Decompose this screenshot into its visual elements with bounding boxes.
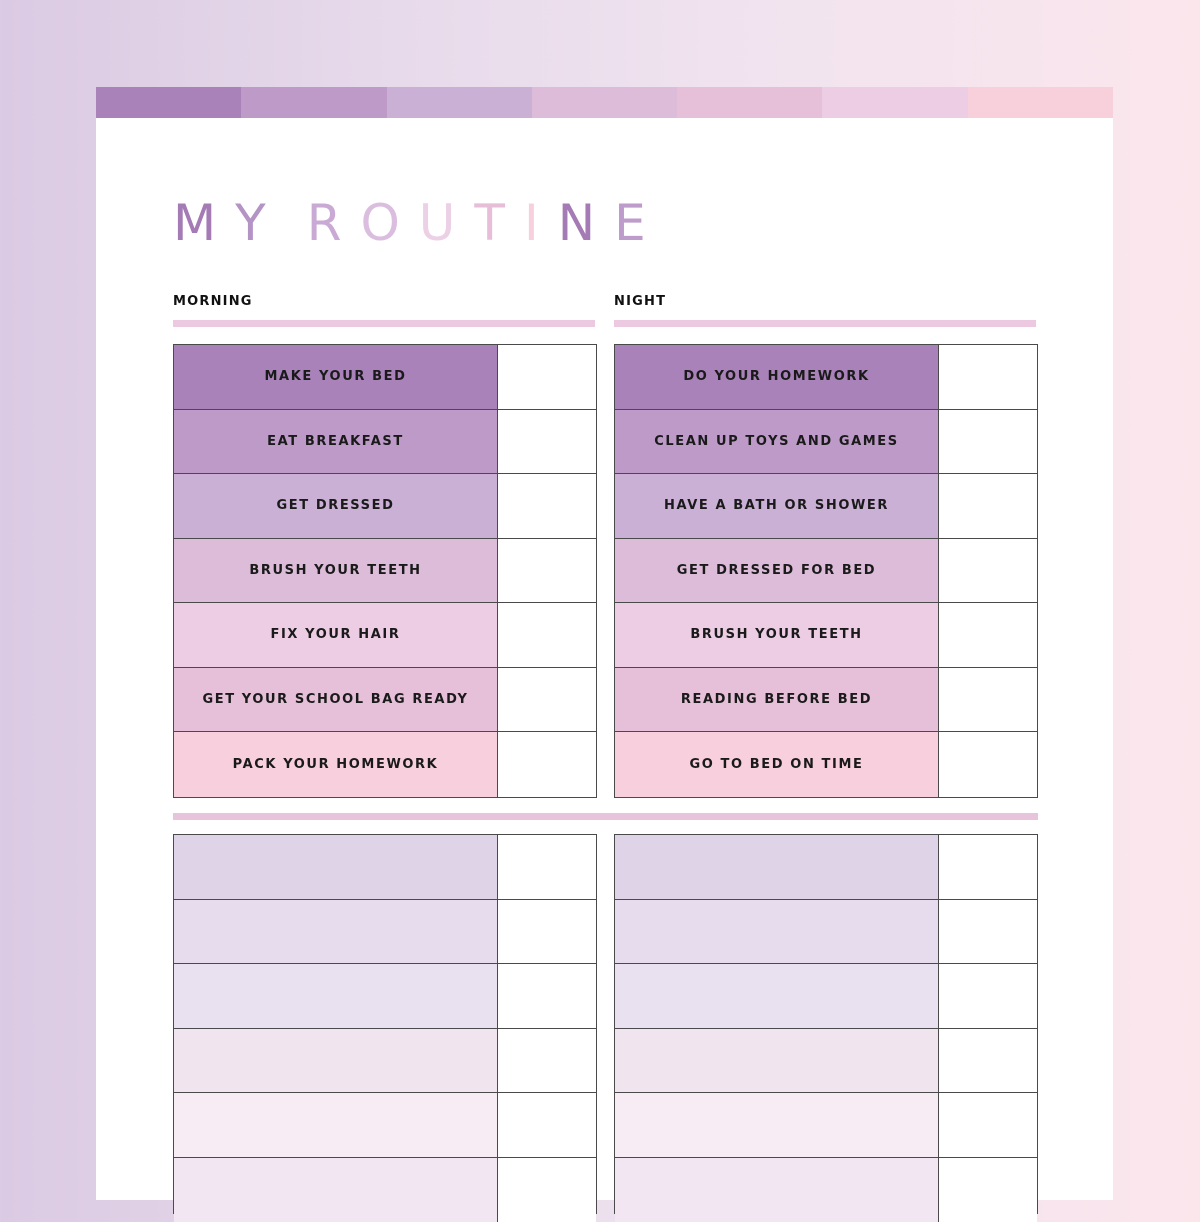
checkbox-cell[interactable]	[498, 1158, 596, 1222]
stripe-segment	[822, 87, 967, 118]
checkbox-cell[interactable]	[498, 539, 596, 603]
task-label: HAVE A BATH OR SHOWER	[615, 474, 939, 538]
task-label: PACK YOUR HOMEWORK	[174, 732, 498, 797]
morning-label: MORNING	[173, 294, 253, 309]
checkbox-cell[interactable]	[939, 603, 1037, 667]
table-row	[174, 539, 596, 604]
task-label: BRUSH YOUR TEETH	[174, 539, 498, 603]
task-label: GET DRESSED FOR BED	[615, 539, 939, 603]
blank-task-field[interactable]	[174, 964, 498, 1028]
table-row	[174, 345, 596, 410]
task-label: EAT BREAKFAST	[174, 410, 498, 474]
title-letter: R	[307, 195, 361, 251]
checkbox-cell[interactable]	[498, 410, 596, 474]
stripe-segment	[387, 87, 532, 118]
table-row	[615, 732, 1037, 797]
checkbox-cell[interactable]	[498, 668, 596, 732]
table-row	[174, 474, 596, 539]
checkbox-cell[interactable]	[498, 1093, 596, 1157]
task-label: GO TO BED ON TIME	[615, 732, 939, 797]
checkbox-cell[interactable]	[939, 900, 1037, 964]
table-row	[174, 603, 596, 668]
checkbox-cell[interactable]	[498, 835, 596, 899]
title-letter: O	[360, 195, 418, 251]
blank-task-field[interactable]	[174, 1029, 498, 1093]
checkbox-cell[interactable]	[939, 1158, 1037, 1222]
night-checklist	[614, 344, 1038, 798]
checkbox-cell[interactable]	[498, 964, 596, 1028]
blank-task-field[interactable]	[615, 1029, 939, 1093]
table-row	[615, 1158, 1037, 1222]
table-row	[174, 835, 596, 900]
blank-task-field[interactable]	[615, 964, 939, 1028]
task-label: READING BEFORE BED	[615, 668, 939, 732]
blank-task-field[interactable]	[174, 1158, 498, 1222]
task-label: GET DRESSED	[174, 474, 498, 538]
title-letter: U	[419, 195, 475, 251]
blank-task-field[interactable]	[615, 1158, 939, 1222]
night-divider	[614, 320, 1036, 327]
checkbox-cell[interactable]	[498, 474, 596, 538]
table-row	[615, 835, 1037, 900]
task-label: CLEAN UP TOYS AND GAMES	[615, 410, 939, 474]
checkbox-cell[interactable]	[498, 732, 596, 797]
title-letter: M	[173, 195, 235, 251]
title-letter: I	[524, 195, 558, 251]
table-row	[615, 668, 1037, 733]
checkbox-cell[interactable]	[939, 835, 1037, 899]
morning-checklist	[173, 344, 597, 798]
page-title	[173, 195, 665, 251]
table-row	[615, 1093, 1037, 1158]
blank-checklist-right	[614, 834, 1038, 1214]
blank-task-field[interactable]	[615, 1093, 939, 1157]
table-row	[615, 603, 1037, 668]
title-letter: N	[558, 195, 614, 251]
checkbox-cell[interactable]	[498, 1029, 596, 1093]
table-row	[174, 1093, 596, 1158]
blank-task-field[interactable]	[174, 1093, 498, 1157]
task-label: DO YOUR HOMEWORK	[615, 345, 939, 409]
table-row	[174, 668, 596, 733]
routine-sheet	[96, 87, 1113, 1200]
table-row	[174, 1158, 596, 1222]
checkbox-cell[interactable]	[498, 900, 596, 964]
title-letter: T	[474, 195, 524, 251]
table-row	[174, 732, 596, 797]
checkbox-cell[interactable]	[498, 345, 596, 409]
table-row	[174, 964, 596, 1029]
table-row	[615, 900, 1037, 965]
color-stripe-header	[96, 87, 1113, 118]
stripe-segment	[241, 87, 386, 118]
checkbox-cell[interactable]	[498, 603, 596, 667]
checkbox-cell[interactable]	[939, 474, 1037, 538]
blank-task-field[interactable]	[615, 900, 939, 964]
checkbox-cell[interactable]	[939, 345, 1037, 409]
blank-checklist-left	[173, 834, 597, 1214]
table-row	[615, 474, 1037, 539]
checkbox-cell[interactable]	[939, 539, 1037, 603]
task-label: MAKE YOUR BED	[174, 345, 498, 409]
blank-task-field[interactable]	[174, 900, 498, 964]
table-row	[615, 410, 1037, 475]
title-letter: E	[614, 195, 665, 251]
night-label: NIGHT	[614, 294, 666, 309]
blank-task-field[interactable]	[174, 835, 498, 899]
stripe-segment	[677, 87, 822, 118]
stripe-segment	[968, 87, 1113, 118]
table-row	[174, 410, 596, 475]
title-letter: Y	[235, 195, 285, 251]
checkbox-cell[interactable]	[939, 1093, 1037, 1157]
stripe-segment	[532, 87, 677, 118]
checkbox-cell[interactable]	[939, 964, 1037, 1028]
table-row	[615, 964, 1037, 1029]
task-label: FIX YOUR HAIR	[174, 603, 498, 667]
table-row	[615, 345, 1037, 410]
checkbox-cell[interactable]	[939, 410, 1037, 474]
checkbox-cell[interactable]	[939, 732, 1037, 797]
table-row	[174, 900, 596, 965]
checkbox-cell[interactable]	[939, 668, 1037, 732]
table-row	[174, 1029, 596, 1094]
task-label: GET YOUR SCHOOL BAG READY	[174, 668, 498, 732]
blank-task-field[interactable]	[615, 835, 939, 899]
morning-divider	[173, 320, 595, 327]
stripe-segment	[96, 87, 241, 118]
table-row	[615, 539, 1037, 604]
task-label: BRUSH YOUR TEETH	[615, 603, 939, 667]
checkbox-cell[interactable]	[939, 1029, 1037, 1093]
table-row	[615, 1029, 1037, 1094]
section-divider	[173, 813, 1038, 820]
